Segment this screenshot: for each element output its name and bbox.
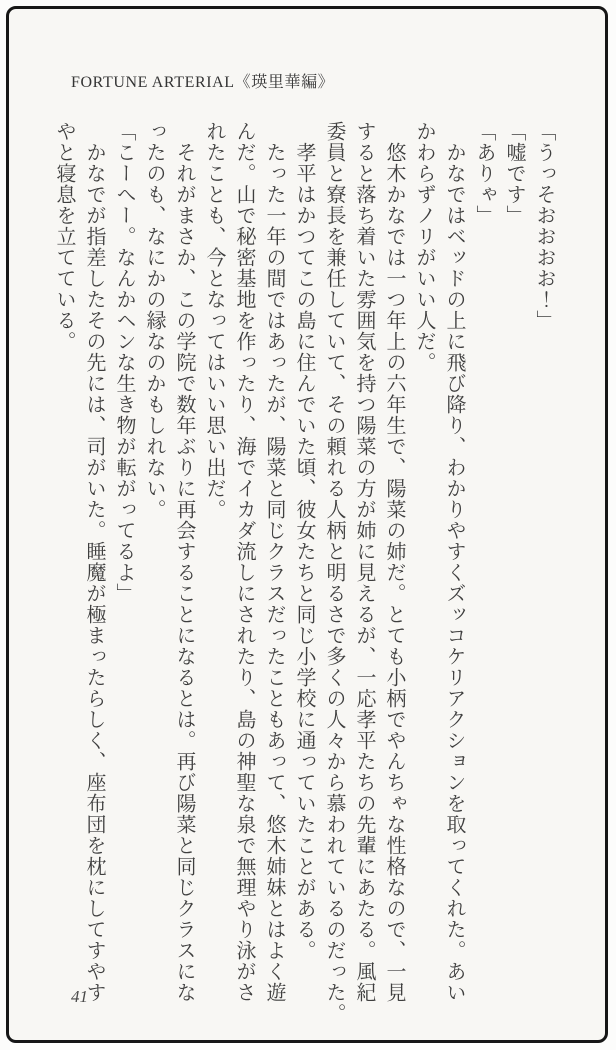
text-column: かなではベッドの上に飛び降り、わかりやすくズッコケリアクションを取ってくれた。あい	[443, 121, 465, 1003]
text-column: れたことも、今となってはいい思い出だ。	[203, 121, 225, 520]
text-column: かわらずノリがいい人だ。	[413, 121, 435, 373]
text-column: かなでが指差したその先には、司がいた。睡魔が極まったらしく、座布団を枕にしてすやす	[83, 121, 105, 1003]
text-column: 「こーへー。なんかヘンな生き物が転がってるよ」	[113, 121, 135, 604]
text-column: 委員と寮長を兼任していて、その頼れる人柄と明るさで多くの人々から慕われているのだった。	[323, 121, 345, 1024]
text-column: んだ。山で秘密基地を作ったり、海でイカダ流しにされたり、島の神聖な泉で無理やり泳がさ	[233, 121, 255, 1003]
text-column: 悠木かなでは一つ年上の六年生で、陽菜の姉だ。とても小柄でやんちゃな性格なので、一見	[383, 121, 405, 1003]
text-column: たった一年の間ではあったが、陽菜と同じクラスだったこともあって、悠木姉妹とはよく遊	[263, 121, 285, 1003]
book-header-title: FORTUNE ARTERIAL《瑛里華編》	[71, 74, 335, 91]
text-block	[49, 121, 559, 1027]
page-number: 41	[71, 987, 88, 1006]
text-column: 孝平はかつてこの島に住んでいた頃、彼女たちと同じ小学校に通っていたことがある。	[293, 121, 315, 961]
text-column: 「嘘です」	[503, 121, 525, 226]
text-column: ったのも、なにかの縁なのかもしれない。	[143, 121, 165, 520]
text-column: 「うっそおおおお！」	[533, 121, 555, 331]
page-frame	[6, 6, 608, 1043]
text-column: やと寝息を立てている。	[53, 121, 75, 352]
text-column: すると落ち着いた雰囲気を持つ陽菜の方が姉に見えるが、一応孝平たちの先輩にあたる。風紀	[353, 121, 375, 1003]
text-column: それがまさか、この学院で数年ぶりに再会することになるとは。再び陽菜と同じクラスにな	[173, 121, 195, 1003]
text-column: 「ありゃ」	[473, 121, 495, 226]
